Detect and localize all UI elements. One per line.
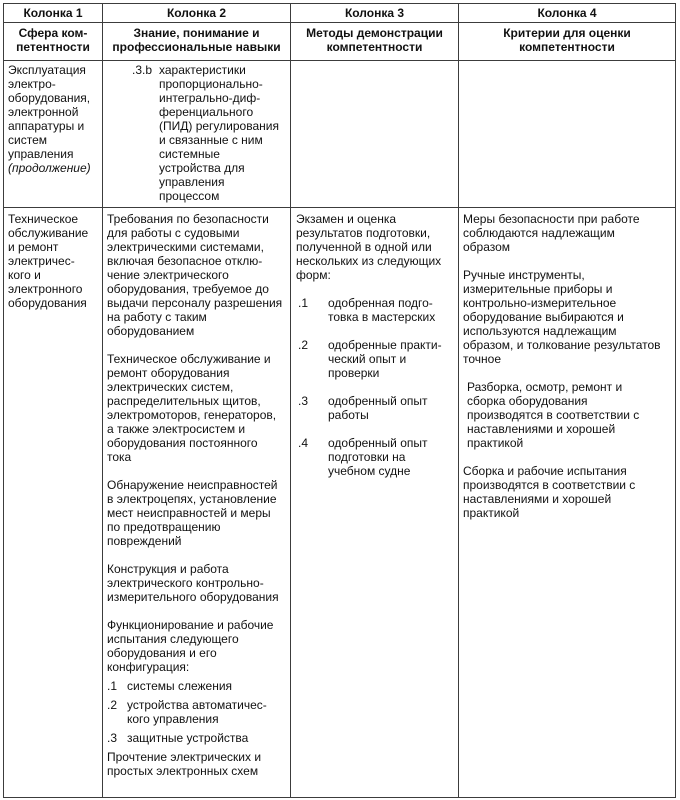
list-item — [298, 436, 454, 478]
list-item — [298, 296, 454, 324]
subheader-cell-criteria — [459, 23, 676, 61]
list-item — [107, 731, 286, 745]
header-cell-column-2 — [103, 4, 291, 23]
methods-cell — [291, 61, 459, 208]
criteria-paragraph — [463, 380, 671, 450]
column-number-label: Колонка 2 — [166, 6, 227, 20]
item-number: .3 — [298, 394, 309, 408]
paragraph-text: Техническое обслуживание и ремонт оборудования электрических систем, распределительных щитов, электромоторов, генераторов, а также электросистем и оборудования постоянного тока — [107, 352, 277, 464]
list-item — [298, 338, 454, 380]
item-text: системы слежения — [127, 679, 233, 693]
paragraph-text: Конструкция и работа электрического контрольно- измерительного оборудования — [107, 562, 279, 604]
knowledge-paragraph — [107, 478, 286, 548]
item-number: .3.b — [132, 63, 153, 77]
item-text: характеристики пропорционально- интегрально-диф- ференциального (ПИД) регулирования и связанные с ним системные устройства для управления процессом — [159, 63, 279, 203]
continuation-note: (продолжение) — [8, 161, 91, 175]
column-number-label: Колонка 4 — [537, 6, 597, 20]
criteria-paragraph — [463, 268, 671, 366]
knowledge-paragraph — [107, 562, 286, 604]
paragraph-text: Меры безопасности при работе соблюдаются надлежащим образом — [463, 212, 640, 254]
knowledge-paragraph — [107, 618, 286, 674]
criteria-cell — [459, 208, 676, 798]
paragraph-text: Ручные инструменты, измерительные приборы и контрольно-измерительное оборудование выбираются и используются надлежащим образом, и толкование результатов точное — [463, 268, 661, 366]
competence-text: Эксплуатация электро- оборудования, электронной аппаратуры и систем управления — [8, 63, 91, 161]
item-number: .1 — [298, 296, 309, 310]
paragraph-text: Разборка, осмотр, ремонт и сборка оборудования производятся в соответствии с наставлениями и хорошей практикой — [467, 380, 640, 450]
column-title: Знание, понимание и профессиональные навыки — [112, 26, 281, 54]
competence-table — [3, 3, 676, 798]
paragraph-text: Обнаружение неисправностей в электроцепях, установление мест неисправностей и меры по предотвращению повреждений — [107, 478, 278, 548]
methods-intro: Экзамен и оценка результатов подготовки, полученной в одной или нескольких из следующих форм: — [296, 212, 442, 282]
item-number: .3 — [107, 731, 118, 745]
criteria-paragraph — [463, 464, 671, 520]
header-cell-column-1 — [4, 4, 103, 23]
item-text: одобренный опыт подготовки на учебном судне — [328, 436, 428, 478]
subheader-cell-competence — [4, 23, 103, 61]
knowledge-paragraph — [107, 212, 286, 338]
subheader-cell-knowledge — [103, 23, 291, 61]
column-number-label: Колонка 3 — [344, 6, 405, 20]
competence-cell — [4, 61, 103, 208]
knowledge-cell — [103, 61, 291, 208]
paragraph-text: Требования по безопасности для работы с судовыми электрическими системами, включая безопасное отклю- чение электрического оборудования, требуемое до выдачи персоналу разрешения на работу с таким оборудованием — [107, 212, 283, 338]
item-text: одобренная подго- товка в мастерских — [328, 296, 436, 324]
item-text: защитные устройства — [127, 731, 249, 745]
competence-text: Техническое обслуживание и ремонт электричес- кого и электронного оборудования — [8, 212, 89, 310]
header-cell-column-3 — [291, 4, 459, 23]
item-text: устройства автоматичес- кого управления — [127, 698, 267, 726]
paragraph-text: Сборка и рабочие испытания производятся в соответствии с наставлениями и хорошей практикой — [463, 464, 636, 520]
list-item — [107, 679, 286, 693]
competence-cell — [4, 208, 103, 798]
paragraph-text: Функционирование и рабочие испытания следующего оборудования и его конфигурация: — [107, 618, 274, 674]
methods-cell — [291, 208, 459, 798]
item-number: .1 — [107, 679, 118, 693]
knowledge-closing-paragraph — [107, 750, 286, 778]
knowledge-cell — [103, 208, 291, 798]
paragraph-text: Прочтение электрических и простых электронных схем — [107, 750, 262, 778]
item-text: одобренные практи- ческий опыт и проверки — [328, 338, 442, 380]
header-cell-column-4 — [459, 4, 676, 23]
item-text: одобренный опыт работы — [328, 394, 428, 422]
item-number: .4 — [298, 436, 309, 450]
subheader-cell-methods — [291, 23, 459, 61]
list-item — [107, 698, 286, 726]
list-item — [132, 63, 286, 203]
column-number-label: Колонка 1 — [23, 6, 83, 20]
item-number: .2 — [298, 338, 309, 352]
column-title: Сфера ком- петентности — [16, 26, 90, 54]
list-item — [298, 394, 454, 422]
column-title: Критерии для оценки компетентности — [503, 26, 631, 54]
knowledge-paragraph — [107, 352, 286, 464]
criteria-paragraph — [463, 212, 671, 254]
column-title: Методы демонстрации компетентности — [306, 26, 443, 54]
item-number: .2 — [107, 698, 118, 712]
criteria-cell — [459, 61, 676, 208]
